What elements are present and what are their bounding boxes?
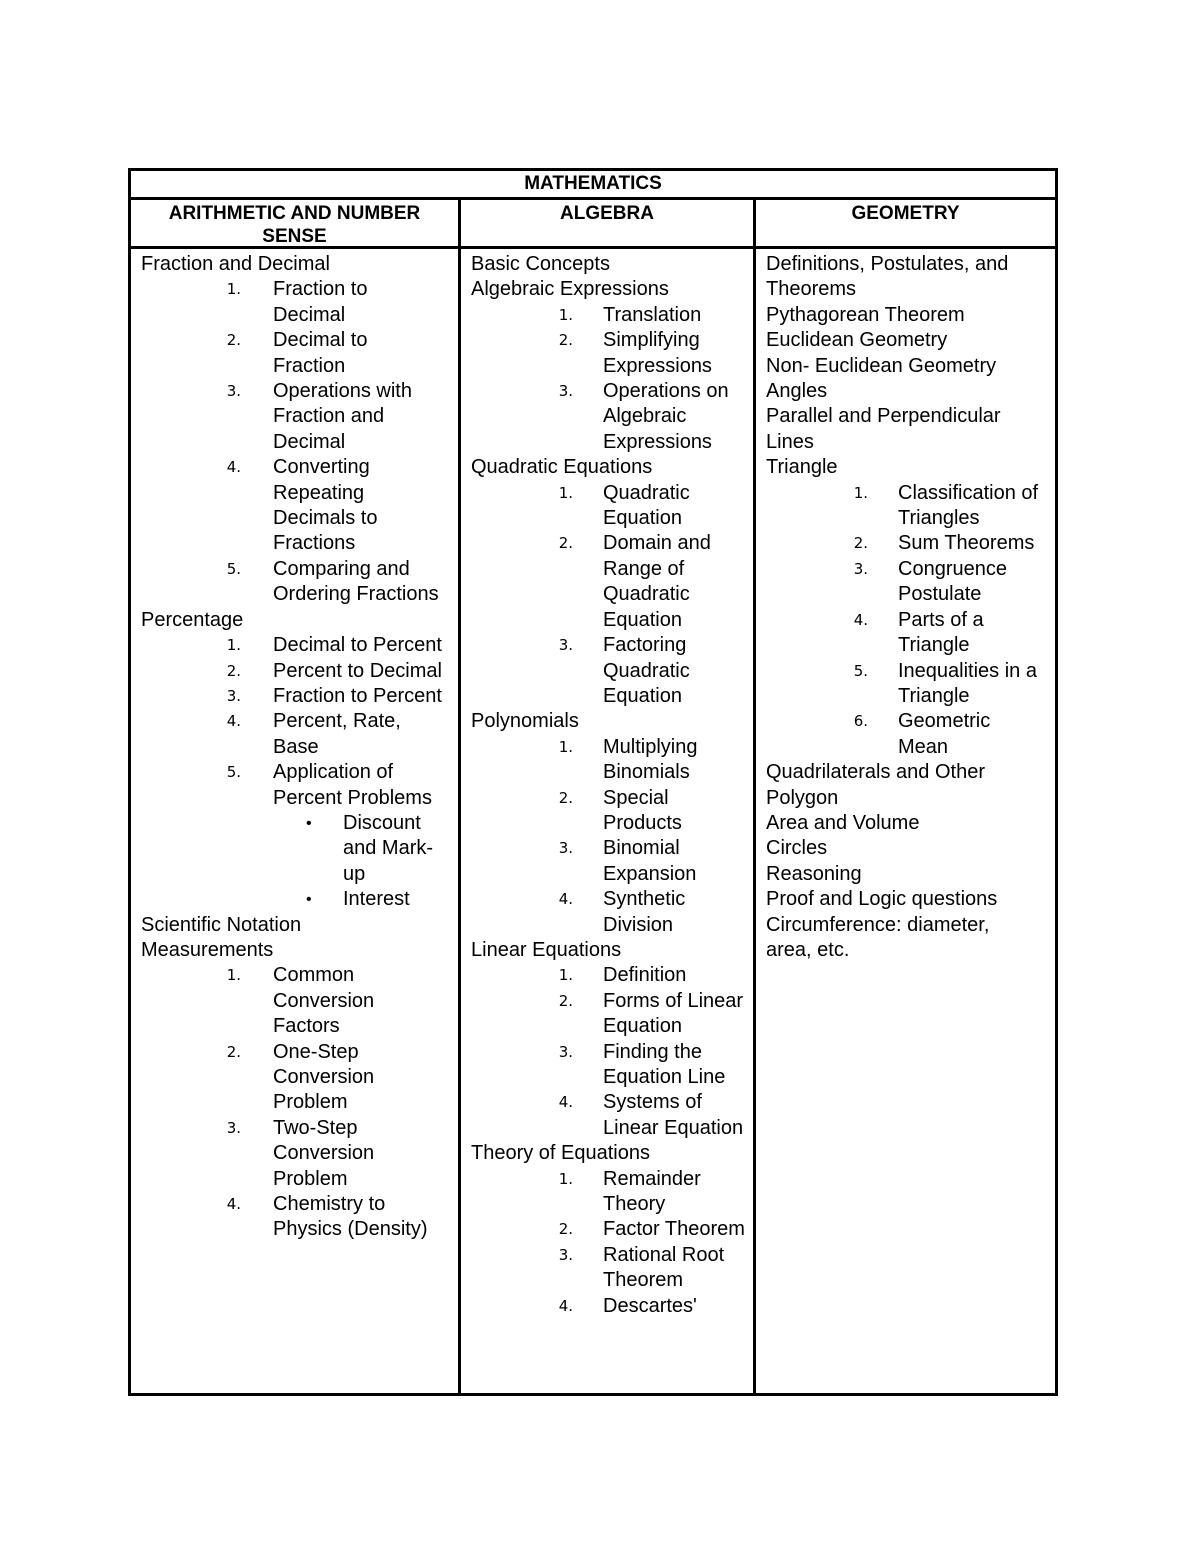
- bullet-icon: •: [306, 814, 312, 832]
- section-heading: Circumference: diameter, area, etc.: [766, 913, 990, 961]
- list-item-number: 6.: [853, 712, 868, 731]
- list-item: [471, 1090, 745, 1141]
- list-item-number: 2.: [226, 331, 241, 350]
- mathematics-table: [128, 168, 1058, 1396]
- list-item: [141, 963, 450, 1039]
- section-heading: Euclidean Geometry: [766, 329, 948, 352]
- section-heading: Algebraic Expressions: [471, 278, 669, 301]
- list-item-text: Forms of Linear Equation: [603, 989, 744, 1038]
- section-heading: Pythagorean Theorem: [766, 303, 965, 326]
- list-item-text: Parts of a Triangle: [898, 608, 984, 657]
- list-item-number: 5.: [226, 763, 241, 782]
- section-heading: Area and Volume: [766, 811, 920, 834]
- list-item-text: Descartes': [603, 1294, 697, 1317]
- list-item-text: Classification of Triangles: [898, 481, 1039, 530]
- list-item-text: Two-Step Conversion Problem: [273, 1116, 375, 1190]
- section-heading: Proof and Logic questions: [766, 888, 998, 911]
- list-item-number: 3.: [853, 559, 868, 578]
- bullet-item-text: Interest: [343, 888, 410, 911]
- list-item: [766, 608, 1047, 659]
- list-item-number: 4.: [558, 1093, 573, 1112]
- section-heading: Theory of Equations: [471, 1142, 650, 1165]
- list-item-number: 4.: [853, 610, 868, 629]
- list-item-text: Chemistry to Physics (Density): [273, 1193, 428, 1241]
- bullet-item: [141, 887, 450, 912]
- section-heading: Basic Concepts: [471, 253, 610, 275]
- section-heading: Scientific Notation: [141, 913, 302, 936]
- list-item-text: Percent, Rate, Base: [273, 710, 401, 758]
- list-item-number: 2.: [558, 331, 573, 350]
- list-item-number: 4.: [558, 1296, 573, 1315]
- list-item-number: 5.: [853, 661, 868, 680]
- list-item: [471, 1167, 745, 1218]
- list-item-number: 3.: [558, 636, 573, 655]
- list-item-number: 3.: [558, 1042, 573, 1061]
- list-item-number: 1.: [226, 280, 241, 299]
- list-item-text: Sum Theorems: [898, 532, 1035, 555]
- list-item-text: Rational Root Theorem: [603, 1243, 725, 1292]
- list-item-number: 4.: [226, 712, 241, 731]
- list-item: [141, 684, 450, 709]
- section-heading: Quadrilaterals and Other Polygon: [766, 761, 986, 809]
- list-item: [471, 1217, 745, 1242]
- list-item-number: 3.: [558, 839, 573, 858]
- list-item-text: Finding the Equation Line: [603, 1040, 726, 1088]
- section-heading: Measurements: [141, 938, 274, 961]
- list-item: [141, 557, 450, 608]
- list-item-text: Operations on Algebraic Expressions: [603, 380, 729, 453]
- list-item-number: 1.: [558, 966, 573, 985]
- section-heading: Percentage: [141, 608, 244, 631]
- list-item: [141, 277, 450, 328]
- list-item-text: Application of Percent Problems: [273, 761, 432, 809]
- list-item-number: 3.: [558, 1245, 573, 1264]
- list-item-number: 2.: [558, 788, 573, 807]
- column-geometry: [756, 252, 1055, 1393]
- list-item-text: Factoring Quadratic Equation: [603, 634, 690, 707]
- bullet-icon: •: [306, 891, 312, 909]
- list-item-text: Converting Repeating Decimals to Fractions: [273, 456, 378, 555]
- list-item-number: 3.: [558, 382, 573, 401]
- list-item-number: 1.: [558, 1169, 573, 1188]
- list-item-number: 4.: [226, 458, 241, 477]
- list-item: [141, 633, 450, 658]
- section-heading: Quadratic Equations: [471, 456, 653, 479]
- list-item: [141, 1040, 450, 1116]
- list-item-text: Factor Theorem: [603, 1218, 745, 1241]
- list-item: [141, 709, 450, 760]
- list-item-text: Domain and Range of Quadratic Equation: [603, 532, 711, 631]
- list-item-number: 3.: [226, 686, 241, 705]
- list-item: [141, 1192, 450, 1243]
- section-heading: Fraction and Decimal: [141, 253, 330, 275]
- list-item-text: Fraction to Decimal: [273, 278, 368, 326]
- list-item: [471, 531, 745, 633]
- column-header-geometry: GEOMETRY: [756, 200, 1055, 249]
- list-item-text: Definition: [603, 964, 687, 987]
- list-item-text: Translation: [603, 303, 702, 326]
- section-heading: Circles: [766, 837, 828, 860]
- list-item-number: 1.: [558, 737, 573, 756]
- list-item-text: Geometric Mean: [898, 710, 991, 758]
- list-item-text: Fraction to Percent: [273, 684, 442, 707]
- list-item-number: 4.: [226, 1195, 241, 1214]
- list-item: [766, 531, 1047, 556]
- list-item-text: Common Conversion Factors: [273, 964, 375, 1038]
- list-item-number: 2.: [226, 1042, 241, 1061]
- list-item-number: 1.: [226, 966, 241, 985]
- section-heading: Angles: [766, 380, 828, 403]
- list-item-text: Quadratic Equation: [603, 481, 690, 530]
- list-item: [471, 633, 745, 709]
- section-heading: Reasoning: [766, 862, 862, 885]
- column-arithmetic: [131, 252, 458, 1393]
- list-item-text: Binomial Expansion: [603, 837, 697, 885]
- list-item-number: 3.: [226, 1118, 241, 1137]
- list-item: [471, 963, 745, 988]
- list-item-text: Operations with Fraction and Decimal: [273, 380, 412, 453]
- section-heading: Non- Euclidean Geometry: [766, 354, 997, 377]
- list-item: [471, 989, 745, 1040]
- bullet-item: [141, 811, 450, 887]
- list-item-number: 1.: [226, 636, 241, 655]
- list-item: [766, 481, 1047, 532]
- list-item: [766, 557, 1047, 608]
- section-heading: Polynomials: [471, 710, 579, 733]
- list-item-number: 2.: [853, 534, 868, 553]
- section-heading: Parallel and Perpendicular Lines: [766, 405, 1001, 453]
- list-item-number: 2.: [558, 534, 573, 553]
- column-algebra: [461, 252, 753, 1393]
- list-item-text: Decimal to Percent: [273, 634, 442, 657]
- list-item: [141, 760, 450, 811]
- list-item: [471, 1040, 745, 1091]
- list-item: [141, 659, 450, 684]
- list-item: [471, 328, 745, 379]
- list-item-number: 1.: [558, 483, 573, 502]
- list-item-text: Decimal to Fraction: [273, 329, 368, 377]
- list-item-number: 4.: [558, 890, 573, 909]
- list-item: [471, 379, 745, 455]
- column-header-arithmetic: ARITHMETIC AND NUMBER SENSE: [131, 200, 458, 249]
- list-item: [471, 481, 745, 532]
- list-item-text: Inequalities in a Triangle: [898, 659, 1037, 707]
- list-item-text: Congruence Postulate: [898, 557, 1007, 606]
- list-item-text: Simplifying Expressions: [603, 329, 712, 377]
- list-item-text: Comparing and Ordering Fractions: [273, 557, 439, 606]
- list-item-number: 2.: [226, 661, 241, 680]
- table-title: MATHEMATICS: [131, 171, 1055, 200]
- list-item: [471, 786, 745, 837]
- list-item-number: 2.: [558, 1220, 573, 1239]
- list-item: [141, 455, 450, 557]
- list-item-text: Multiplying Binomials: [603, 735, 698, 784]
- list-item-text: One-Step Conversion Problem: [273, 1040, 375, 1114]
- list-item-text: Systems of Linear Equation: [603, 1091, 744, 1139]
- list-item-text: Remainder Theory: [603, 1167, 701, 1216]
- list-item: [471, 887, 745, 938]
- list-item-text: Percent to Decimal: [273, 659, 442, 682]
- list-item-number: 1.: [558, 305, 573, 324]
- list-item: [471, 1243, 745, 1294]
- bullet-item-text: Discount and Mark-up: [343, 811, 434, 885]
- column-header-algebra: ALGEBRA: [461, 200, 753, 249]
- list-item: [766, 659, 1047, 710]
- list-item: [471, 1294, 745, 1319]
- list-item: [141, 379, 450, 455]
- list-item: [141, 1116, 450, 1192]
- list-item-number: 3.: [226, 382, 241, 401]
- list-item-text: Special Products: [603, 786, 682, 834]
- section-heading: Triangle: [766, 456, 838, 479]
- list-item-number: 2.: [558, 991, 573, 1010]
- section-heading: Linear Equations: [471, 938, 622, 961]
- list-item: [471, 836, 745, 887]
- list-item-text: Synthetic Division: [603, 888, 686, 936]
- list-item: [471, 303, 745, 328]
- section-heading: Definitions, Postulates, and Theorems: [766, 253, 1009, 301]
- list-item: [766, 709, 1047, 760]
- list-item: [141, 328, 450, 379]
- list-item-number: 1.: [853, 483, 868, 502]
- list-item: [471, 735, 745, 786]
- list-item-number: 5.: [226, 559, 241, 578]
